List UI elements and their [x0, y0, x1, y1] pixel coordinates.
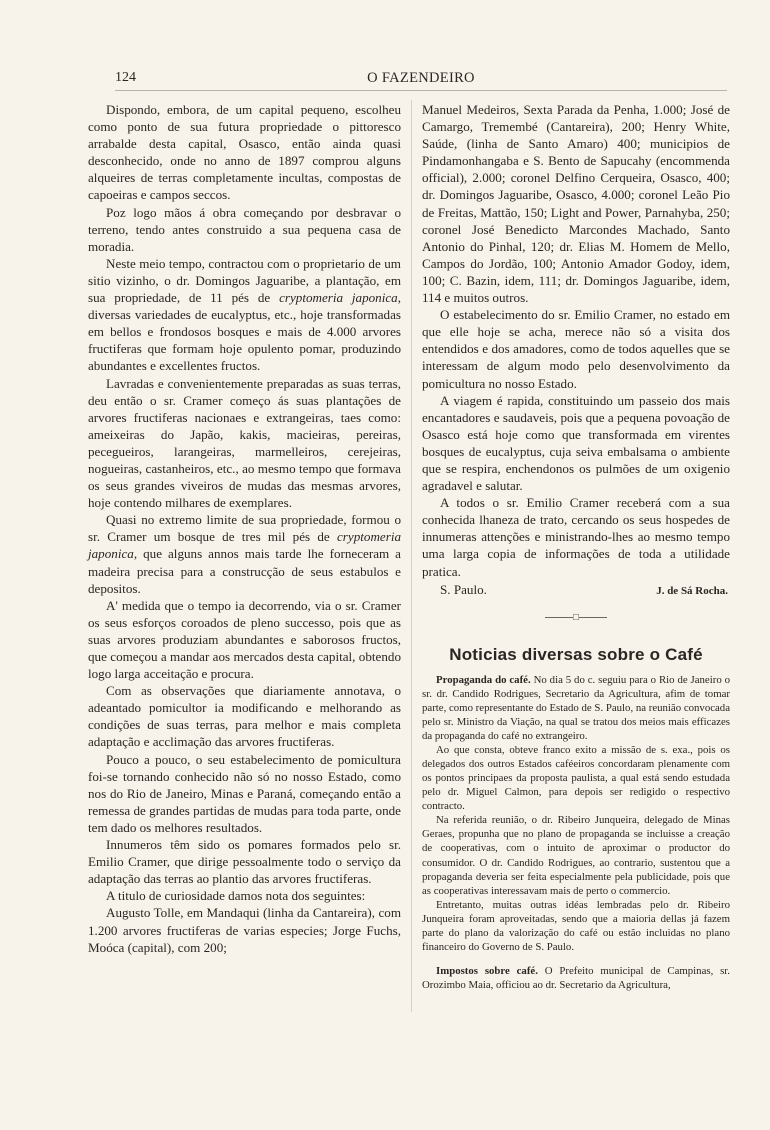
paragraph: Poz logo mãos á obra começando por desbravar o terreno, tendo antes construido a sua pequena casa de moradia. — [88, 204, 401, 254]
ornament-rule — [579, 617, 607, 618]
text-run: Neste meio tempo, contractou com o proprietario de um sitio vizinho, o dr. Domingos Jaguaribe, a plantação, em sua propriedade, de 11 pés de — [88, 255, 401, 306]
ornament-rule — [545, 617, 573, 618]
paragraph: Innumeros têm sido os pomares formados pelo sr. Emilio Cramer, que dirige pessoalmente todo o serviço da adaptação das terras ao plantio das arvores fructiferas. — [88, 837, 401, 887]
paragraph — [88, 255, 401, 375]
right-column — [422, 101, 730, 992]
italic-term: cryptomeria japonica — [279, 290, 398, 306]
paragraph: Pouco a pouco, o seu estabelecimento de pomicultura foi-se tornando conhecido não só no nosso Estado, como nos do Rio de Janeiro, Minas e Paraná, começando então a remessa de grandes partidas de mudas para toda parte, onde tem dado os melhores resultados. — [88, 751, 401, 835]
news-paragraph — [422, 673, 730, 743]
text-run: Quasi no extremo limite de sua propriedade, formou o sr. Cramer um bosque de tres mil pés de — [88, 512, 401, 545]
section-title: Noticias diversas sobre o Café — [449, 644, 703, 664]
news-paragraph: Na referida reunião, o dr. Ribeiro Junqueira, delegado de Minas Geraes, propunha que no plano de propaganda se incluisse a creação de cooperativas, com o intuito de aproximar o productor do consumidor. O dr. Candido Rodrigues, ao contrario, sustentou que a propaganda deveria ser feita especialmente pela publicidade, pois que as cooperativas interessavam mais de perto o commercio. — [422, 814, 730, 897]
paragraph: O estabelecimento do sr. Emilio Cramer, no estado em que elle hoje se acha, merece não só a visita dos entendidos e dos amadores, como de todos aquelles que se interessam de algum modo pelo desenvolvimento da pomicultura no nosso Estado. — [422, 307, 730, 391]
paragraph: A todos o sr. Emilio Cramer receberá com a sua conhecida lhaneza de trato, cercando os seus hospedes de innumeras attenções e ministrando-lhes ao mesmo tempo uma larga copia de informações de toda a utilidade pratica. — [422, 495, 730, 579]
left-column — [88, 101, 401, 956]
paragraph: A viagem é rapida, constituindo um passeio dos mais encantadores e saudaveis, pois que a pequena povoação de Osasco está hoje como que transformada em virentes bosques de eucalyptus, cuja seiva embalsama o ambiente que se respira, enchendonos os pulmões de um oxigenio agradavel e salutar. — [422, 392, 730, 494]
paragraph: A titulo de curiosidade damos nota dos seguintes: — [106, 888, 366, 904]
paragraph: Augusto Tolle, em Mandaqui (linha da Cantareira), com 1.200 arvores fructiferas de varias especies; Jorge Fuchs, Moóca (capital), com 200; — [88, 905, 401, 955]
italic-term: cryptomeria japonica — [88, 529, 401, 562]
paragraph — [88, 511, 401, 596]
run-in-heading: Propaganda do café. — [436, 673, 531, 686]
run-in-heading: Impostos sobre café. — [436, 964, 538, 977]
news-section — [422, 673, 730, 992]
paragraph: Lavradas e convenientemente preparadas as suas terras, deu então o sr. Cramer começo ás suas plantações de arvores fructiferas nacionaes e extrangeiras, taes como: ameixeiras do Japão, kakis, macieiras, pereiras, pecegueiros, larangeiras, marmelleiros, cerejeiras, nogueiras, castanheiros, etc., ao mesmo tempo que formava os seus grandes viveiros de mudas das mesmas arvores, hoje contendo milhares de exemplares. — [88, 375, 401, 511]
text-run: No dia 5 do c. seguiu para o Rio de Janeiro o sr. dr. Candido Rodrigues, Secretario da Agricultura, afim de tomar parte, como representante do Estado de S. Paulo, na reunião convocada pelo sr. Ministro da Viação, na qual se tratou dos meios mais efficazes da propaganda do café no extrangeiro. — [422, 673, 731, 743]
signature-line — [422, 581, 730, 600]
news-paragraph: Ao que consta, obteve franco exito a missão de s. exa., pois os delegados dos outros Estados caféeiros concordaram plenamente com os pontos principaes da proposta paulista, a qual está sendo estudada pelo dr. Miguel Calmon, para depois ser redigido o respectivo contracto. — [422, 744, 730, 813]
ornament-glyph: □ — [572, 611, 580, 623]
text-run: , diversas variedades de eucalyptus, etc., hoje transformadas em bellos e frondosos bosques e mais de 4.000 arvores fructiferas que formam hoje opulento pomar, produzindo abundantes e excellentes fructos. — [88, 290, 401, 374]
paragraph: Com as observações que diariamente annotava, o adeantado pomicultor ia modificando e melhorando as condições de suas terras, para melhor e mais completa adaptação e acclimação das arvores fructiferas. — [88, 683, 401, 750]
text-run: O Prefeito municipal de Campinas, sr. Orozimbo Maia, officiou ao dr. Secretario da Agricultura, — [422, 964, 730, 991]
paragraph: A' medida que o tempo ia decorrendo, via o sr. Cramer os seus esforços coroados de pleno successo, pois que as suas arvores produziam abundantes e saborosos fructos, que começou a mandar aos mercados desta capital, obtendo logo larga acceitação e procura. — [88, 597, 401, 682]
signature-author: J. de Sá Rocha. — [656, 584, 728, 597]
paragraph: Dispondo, embora, de um capital pequeno, escolheu como ponto de sua futura propriedade o pittoresco arrabalde desta capital, Osasco, então ainda quasi desconhecido, onde no anno de 1897 comprou alguns alqueires de terras completamente incultas, compostas de capoeiras e campos seccos. — [88, 102, 401, 203]
page-header — [115, 70, 727, 91]
signature-place: S. Paulo. — [440, 581, 487, 597]
news-paragraph — [422, 964, 730, 992]
section-ornament — [422, 609, 730, 626]
page-number: 124 — [115, 70, 136, 85]
paragraph: Manuel Medeiros, Sexta Parada da Penha, 1.000; José de Camargo, Tremembé (Cantareira), 200; Henry White, Saúde, (linha de Santo Amaro) 400; municipios de Pindamonhangaba e S. Bento de Sapucahy (encommenda official), 2.000; coronel Delfino Cerqueira, Osasco, 400; dr. Domingos Jaguaribe, Osasco, 4.000; coronel Leão Pio de Freitas, Mattão, 150; Light and Power, Parnahyba, 250; coronel José Benedicto Marcondes Machado, Santo Antonio do Pinhal, 120; dr. Elias M. Homem de Mello, Campos do Jordão, 100; Antonio Amador Godoy, idem, 100; C. Bazin, idem, 111; dr. Domingos Jaguaribe, idem, 114 e muitos outros. — [422, 102, 730, 306]
news-paragraph: Entretanto, muitas outras idéas lembradas pelo dr. Ribeiro Junqueira foram aproveitadas, sendo que a maioria dellas já fazem parte do plano da valorização do café ou estão incluidas no plano financeiro do Governo de S. Paulo. — [422, 898, 730, 953]
text-run: , que alguns annos mais tarde lhe forneceram a madeira precisa para a construcção de seus estabulos e depositos. — [88, 546, 401, 596]
column-divider — [411, 100, 412, 1012]
journal-title: O FAZENDEIRO — [367, 70, 475, 86]
